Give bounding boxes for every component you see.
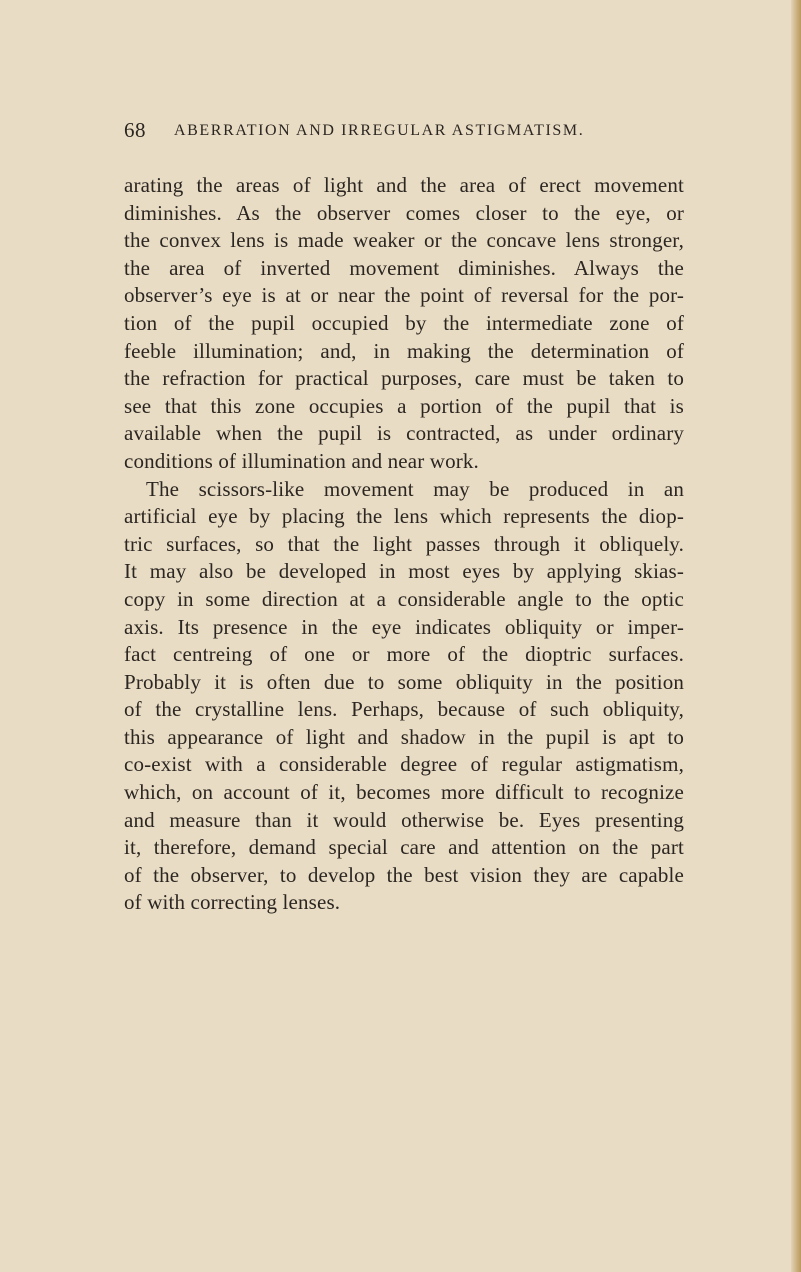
text-line: and measure than it would otherwise be. Eyes presenting <box>124 807 684 832</box>
running-title: ABERRATION AND IRREGULAR ASTIGMATISM. <box>174 122 585 139</box>
text-line: this appearance of light and shadow in the pupil is apt to <box>124 724 684 749</box>
text-line: artificial eye by placing the lens which represents the diop- <box>124 504 684 529</box>
text-line: feeble illumination; and, in making the determination of <box>124 338 684 363</box>
text-line: fact centreing of one or more of the dioptric surfaces. <box>124 642 684 667</box>
text-line: arating the areas of light and the area of erect movement <box>124 173 684 197</box>
text-line: the refraction for practical purposes, care must be taken to <box>124 366 684 391</box>
page-number: 68 <box>124 118 146 142</box>
text-line: it, therefore, demand special care and attention on the part <box>124 835 684 860</box>
text-line: which, on account of it, becomes more difficult to recognize <box>124 780 684 805</box>
text-line: copy in some direction at a considerable angle to the optic <box>124 586 684 611</box>
text-line: tric surfaces, so that the light passes through it obliquely. <box>124 531 684 556</box>
text-line: see that this zone occupies a portion of the pupil that is <box>124 393 684 418</box>
text-line: of with correcting lenses. <box>124 890 341 915</box>
text-line: the area of inverted movement diminishes. Always the <box>124 255 684 280</box>
text-line: tion of the pupil occupied by the intermediate zone of <box>124 310 684 335</box>
text-line: The scissors-like movement may be produced in an <box>146 476 684 501</box>
body-text <box>124 172 684 917</box>
text-line: Probably it is often due to some obliquity in the position <box>124 669 684 694</box>
text-line: It may also be developed in most eyes by applying skias- <box>124 559 684 584</box>
text-line: diminishes. As the observer comes closer to the eye, or <box>124 200 684 225</box>
page-edge <box>791 0 801 1272</box>
text-line: available when the pupil is contracted, as under ordinary <box>124 421 684 446</box>
text-line: conditions of illumination and near work. <box>124 448 479 473</box>
text-line: co-exist with a considerable degree of regular astigmatism, <box>124 752 684 777</box>
text-line: the convex lens is made weaker or the concave lens stronger, <box>124 228 684 253</box>
page-header <box>124 118 684 148</box>
text-line: axis. Its presence in the eye indicates obliquity or imper- <box>124 614 684 639</box>
text-line: of the observer, to develop the best vision they are capable <box>124 862 684 887</box>
text-line: observer’s eye is at or near the point of reversal for the por- <box>124 283 684 308</box>
text-line: of the crystalline lens. Perhaps, because of such obliquity, <box>124 697 684 722</box>
